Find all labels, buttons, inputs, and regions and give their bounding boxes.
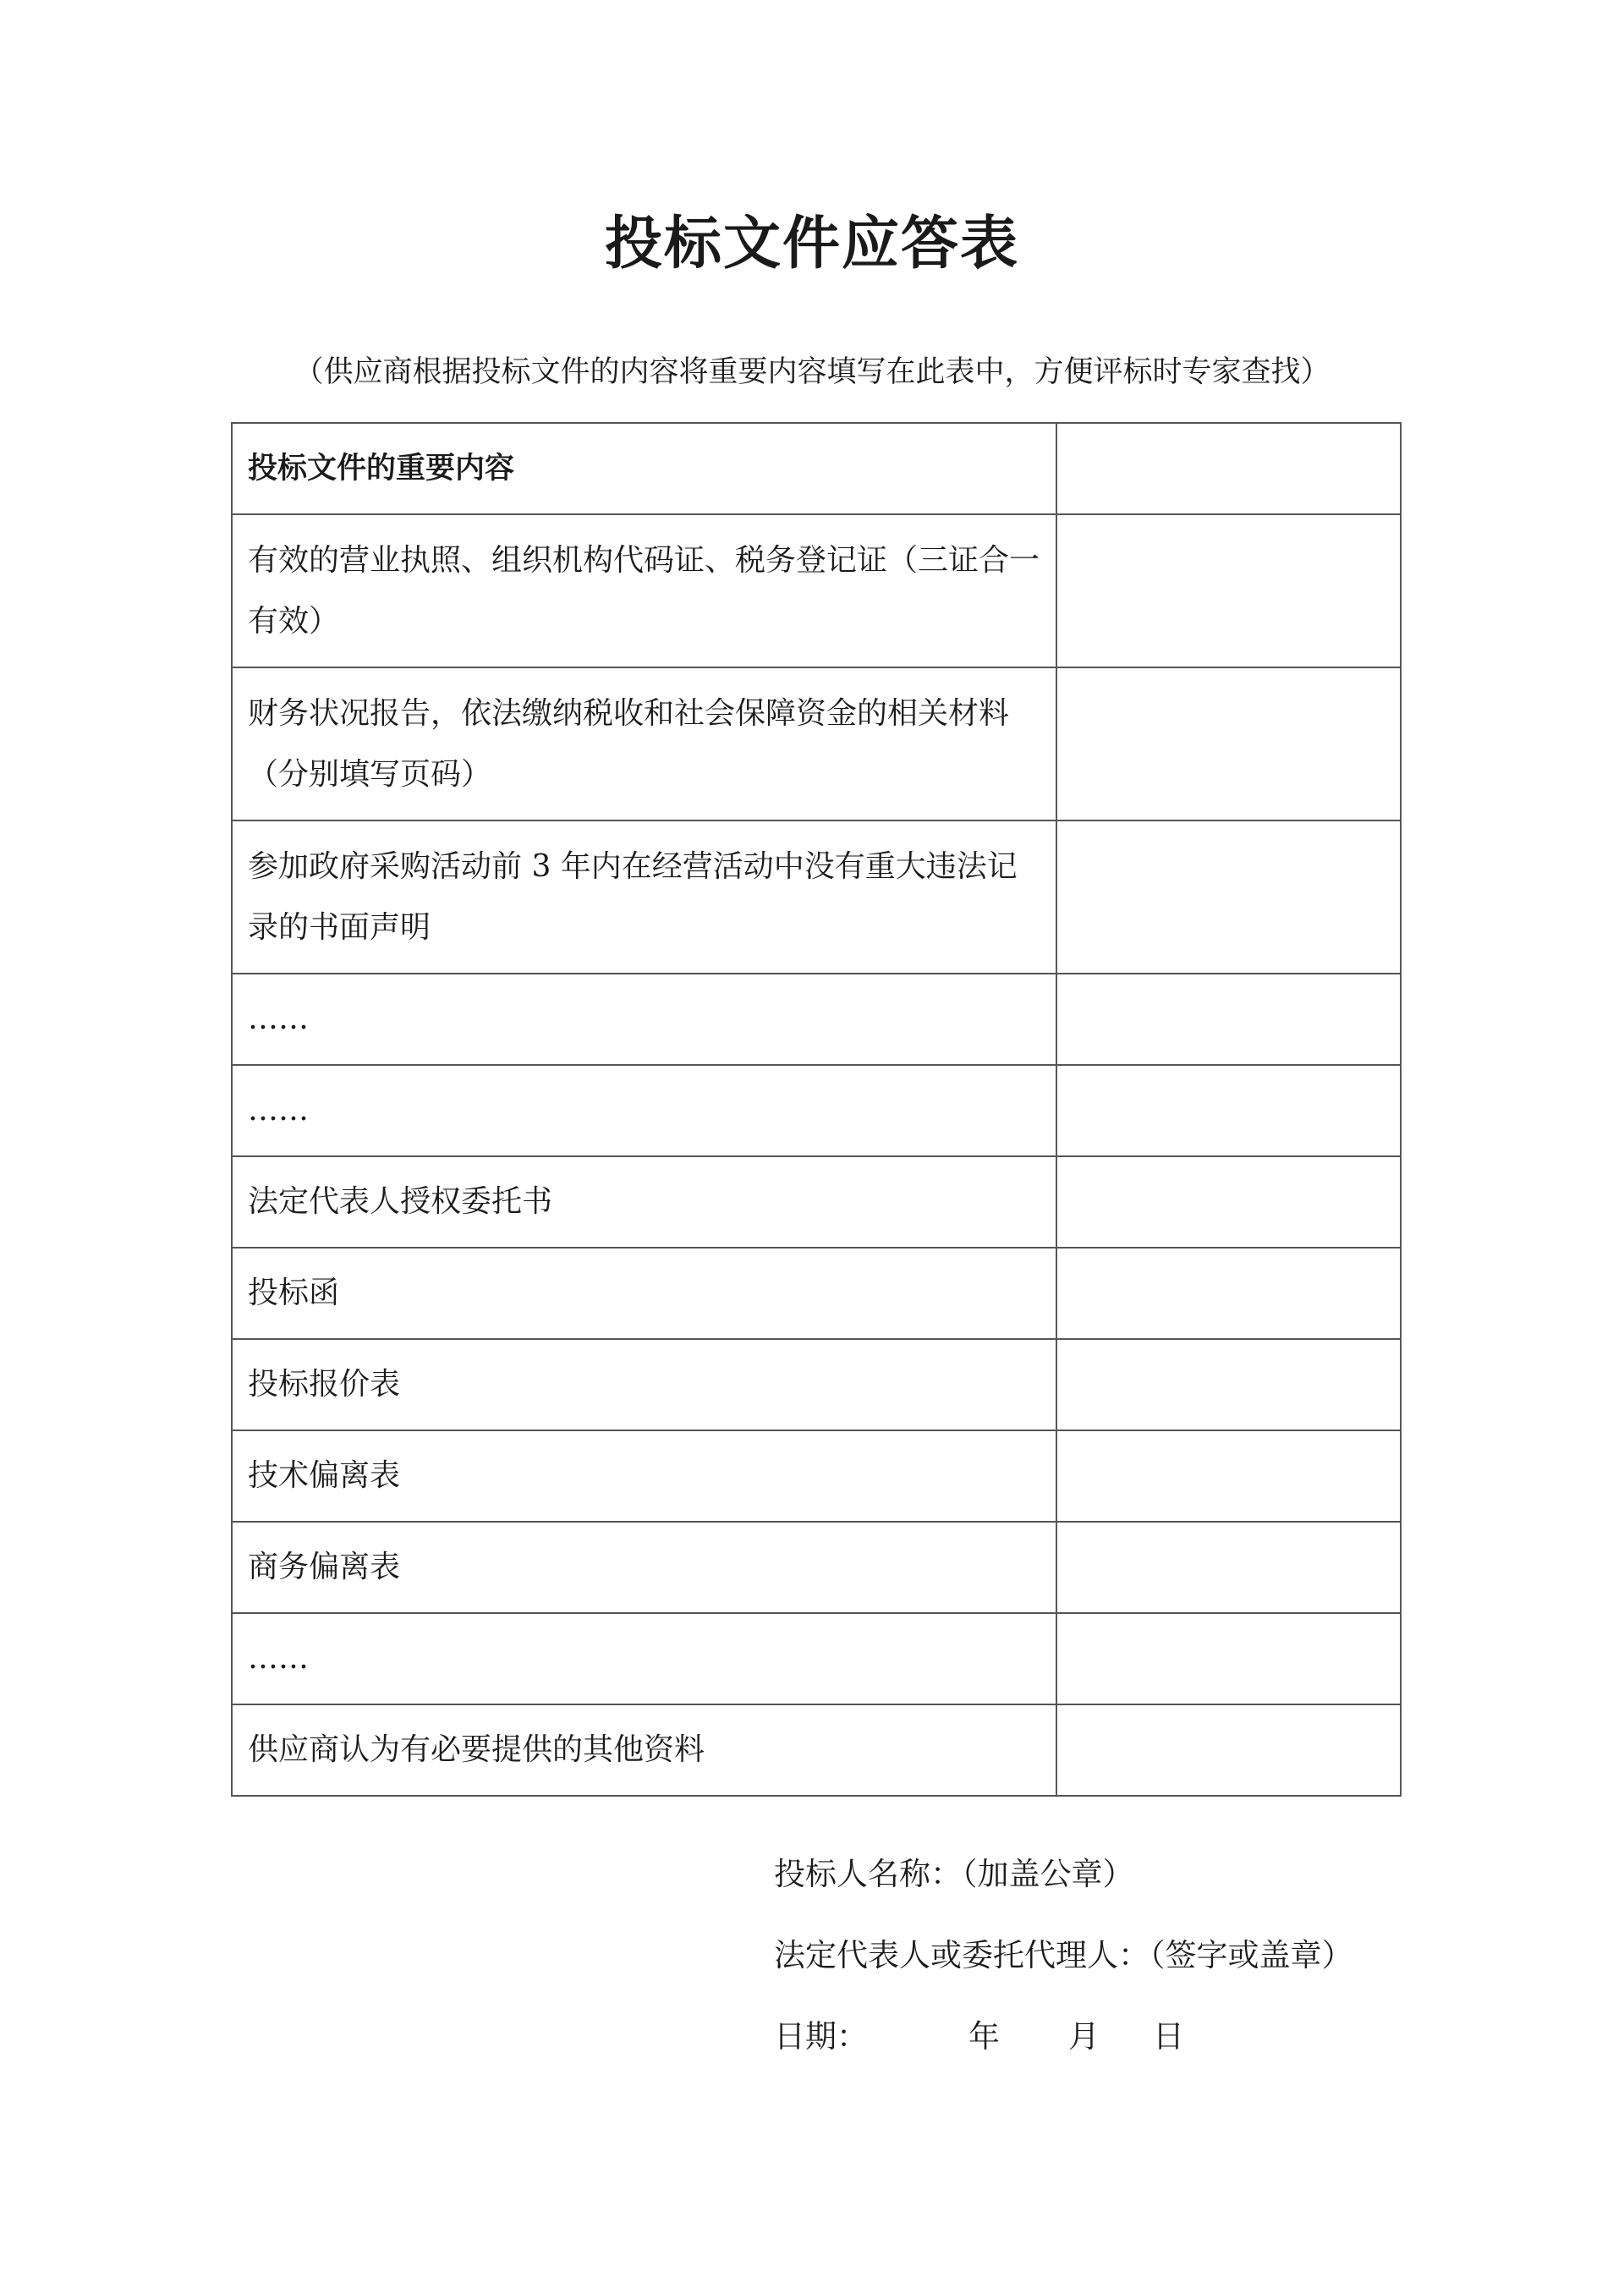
- row-value-cell[interactable]: [1056, 1613, 1401, 1704]
- row-value-cell[interactable]: [1056, 1430, 1401, 1522]
- table-row: [232, 974, 1401, 1065]
- signature-block: [774, 1834, 1353, 2077]
- table-row: [232, 820, 1401, 974]
- row-label-price-form: 投标报价表: [232, 1339, 1056, 1430]
- table-row: [232, 1156, 1401, 1248]
- date-label: 日期：: [774, 2018, 868, 2055]
- row-value-cell[interactable]: [1056, 1248, 1401, 1339]
- row-value-cell[interactable]: [1056, 974, 1401, 1065]
- table-row: [232, 1430, 1401, 1522]
- row-value-cell[interactable]: [1056, 667, 1401, 820]
- response-table: [231, 422, 1402, 1797]
- date-day-label: 日: [1153, 2018, 1184, 2055]
- row-label-financial-report: 财务状况报告，依法缴纳税收和社会保障资金的相关材料（分别填写页码）: [232, 667, 1056, 820]
- page-title: 投标文件应答表: [604, 211, 1019, 277]
- row-value-cell[interactable]: [1056, 514, 1401, 667]
- table-header-row: [232, 423, 1401, 514]
- table-header-label: 投标文件的重要内容: [232, 423, 1056, 514]
- row-label-ellipsis: ……: [232, 1613, 1056, 1704]
- row-label-technical-deviation: 技术偏离表: [232, 1430, 1056, 1522]
- row-label-business-license: 有效的营业执照、组织机构代码证、税务登记证（三证合一有效）: [232, 514, 1056, 667]
- row-label-power-of-attorney: 法定代表人授权委托书: [232, 1156, 1056, 1248]
- row-value-cell[interactable]: [1056, 1156, 1401, 1248]
- table-row: [232, 1248, 1401, 1339]
- row-value-cell[interactable]: [1056, 1339, 1401, 1430]
- row-value-cell[interactable]: [1056, 1522, 1401, 1613]
- date-month-label: 月: [1068, 2018, 1100, 2055]
- table-row: [232, 1065, 1401, 1156]
- table-row: [232, 1339, 1401, 1430]
- instruction-text: （供应商根据投标文件的内容将重要内容填写在此表中，方便评标时专家查找）: [294, 355, 1330, 389]
- table-row: [232, 1522, 1401, 1613]
- table-row: [232, 1704, 1401, 1796]
- row-label-ellipsis: ……: [232, 974, 1056, 1065]
- row-label-commercial-deviation: 商务偏离表: [232, 1522, 1056, 1613]
- bidder-name-line: 投标人名称：（加盖公章）: [774, 1856, 1134, 1892]
- date-line: [774, 1996, 1353, 2077]
- row-label-bid-letter: 投标函: [232, 1248, 1056, 1339]
- representative-line: 法定代表人或委托代理人：（签字或盖章）: [774, 1937, 1353, 1973]
- table-row: [232, 1613, 1401, 1704]
- row-label-no-violation-statement: 参加政府采购活动前 3 年内在经营活动中没有重大违法记录的书面声明: [232, 820, 1056, 974]
- row-value-cell[interactable]: [1056, 1065, 1401, 1156]
- table-row: [232, 667, 1401, 820]
- row-value-cell[interactable]: [1056, 1704, 1401, 1796]
- row-label-other-materials: 供应商认为有必要提供的其他资料: [232, 1704, 1056, 1796]
- row-label-ellipsis: ……: [232, 1065, 1056, 1156]
- row-value-cell[interactable]: [1056, 820, 1401, 974]
- date-year-label: 年: [968, 2018, 1000, 2055]
- table-header-value: [1056, 423, 1401, 514]
- table-row: [232, 514, 1401, 667]
